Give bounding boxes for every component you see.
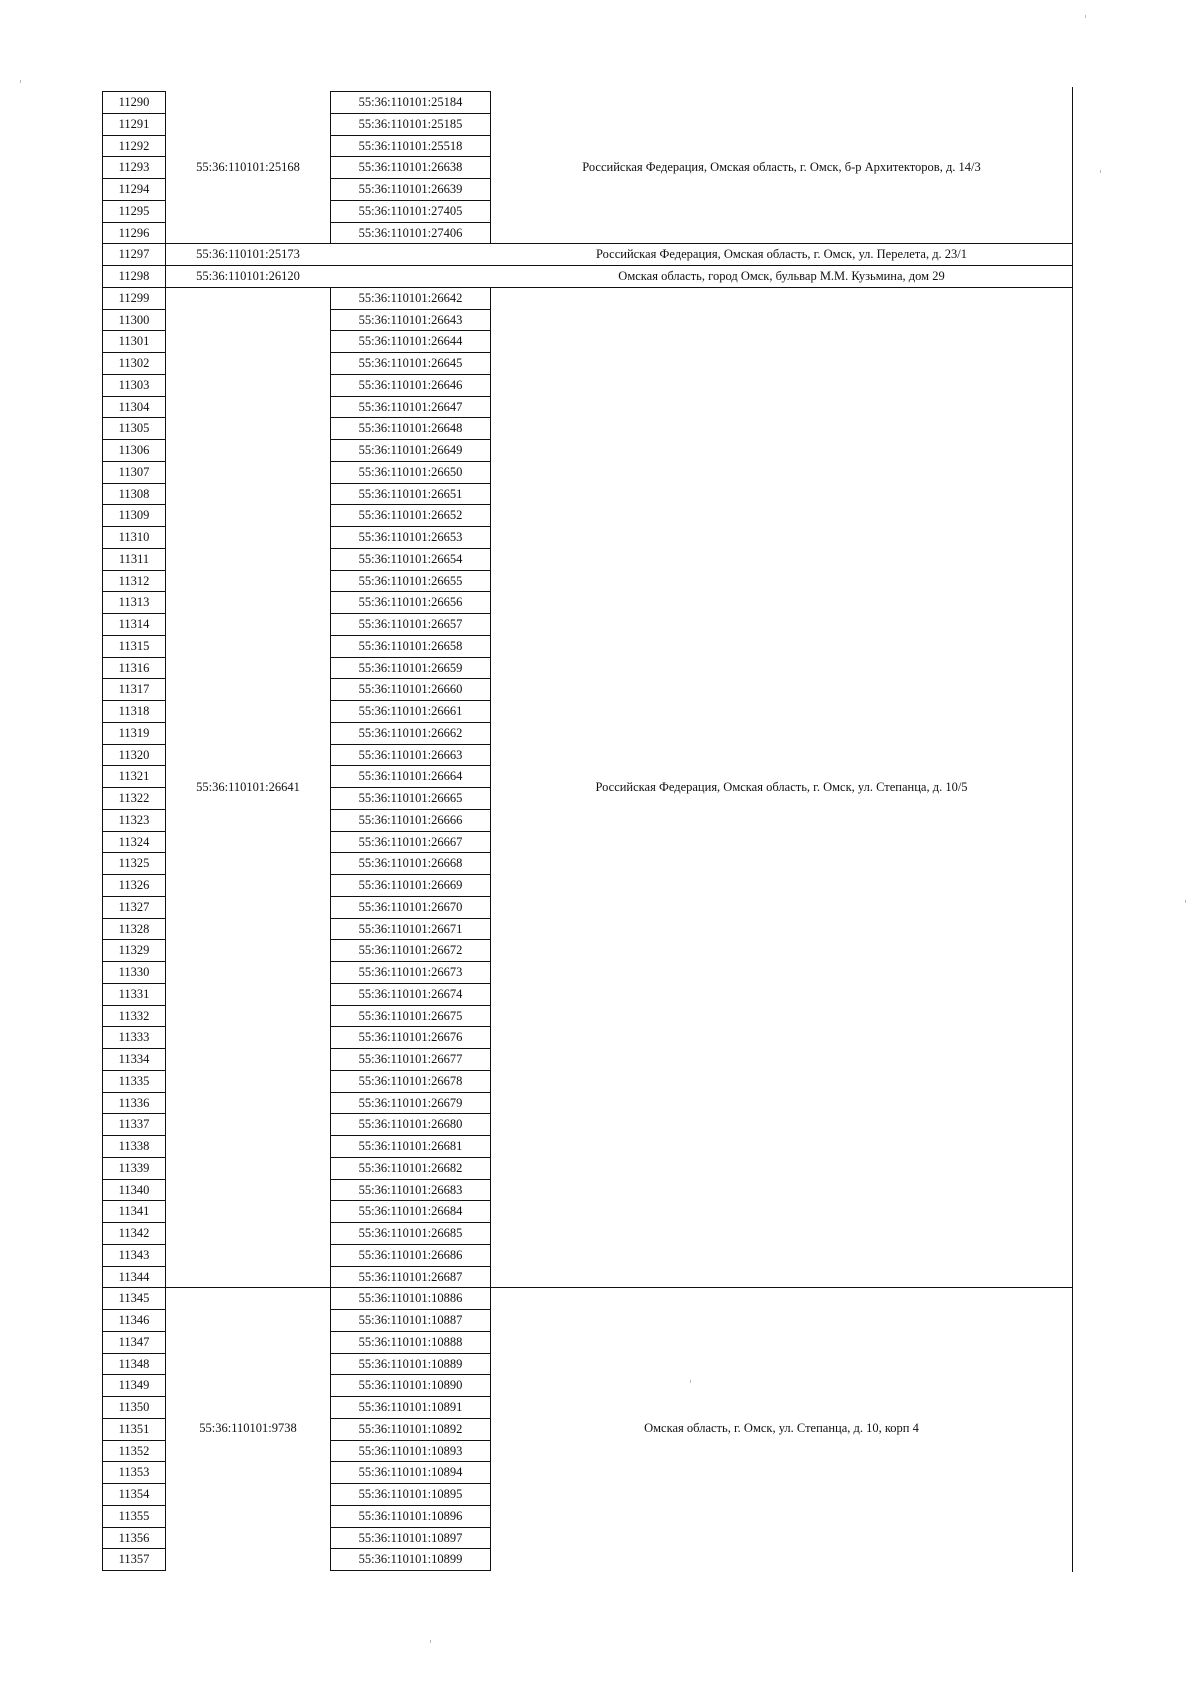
row-number: 11310 xyxy=(102,526,166,549)
parent-cadastral-number: 55:36:110101:26120 xyxy=(196,268,300,283)
cadastral-number: 55:36:110101:26685 xyxy=(330,1222,491,1245)
cadastral-number: 55:36:110101:26655 xyxy=(330,570,491,593)
cadastral-number: 55:36:110101:26656 xyxy=(330,591,491,614)
cadastral-number: 55:36:110101:26659 xyxy=(330,657,491,680)
cadastral-number: 55:36:110101:26680 xyxy=(330,1113,491,1136)
table-right-border xyxy=(1072,87,1073,1572)
scan-speck xyxy=(1100,170,1101,173)
row-number: 11348 xyxy=(102,1353,166,1376)
row-number: 11304 xyxy=(102,396,166,419)
cadastral-number: 55:36:110101:27406 xyxy=(330,222,491,245)
row-number: 11291 xyxy=(102,113,166,136)
cadastral-number: 55:36:110101:26687 xyxy=(330,1266,491,1289)
address-text: Омская область, город Омск, бульвар М.М. Кузьмина, дом 29 xyxy=(618,268,945,283)
cadastral-number: 55:36:110101:26646 xyxy=(330,374,491,397)
row-number: 11321 xyxy=(102,765,166,788)
cadastral-number: 55:36:110101:10893 xyxy=(330,1440,491,1463)
row-number: 11336 xyxy=(102,1092,166,1115)
cadastral-number: 55:36:110101:26665 xyxy=(330,787,491,810)
scan-speck xyxy=(690,1380,691,1383)
cadastral-number: 55:36:110101:26654 xyxy=(330,548,491,571)
table-rule xyxy=(166,265,1072,266)
row-number: 11334 xyxy=(102,1048,166,1071)
cadastral-number: 55:36:110101:26663 xyxy=(330,744,491,767)
scan-speck xyxy=(1085,15,1086,18)
cadastral-number: 55:36:110101:10896 xyxy=(330,1505,491,1528)
parent-cadastral-number: 55:36:110101:9738 xyxy=(199,1421,297,1436)
address-text: Российская Федерация, Омская область, г. Омск, б-р Архитекторов, д. 14/3 xyxy=(582,159,981,174)
row-number: 11354 xyxy=(102,1483,166,1506)
cadastral-number: 55:36:110101:26657 xyxy=(330,613,491,636)
row-number: 11357 xyxy=(102,1548,166,1571)
row-number: 11311 xyxy=(102,548,166,571)
row-number: 11309 xyxy=(102,504,166,527)
row-number: 11317 xyxy=(102,678,166,701)
cadastral-number: 55:36:110101:10895 xyxy=(330,1483,491,1506)
parent-cadastral-number: 55:36:110101:25173 xyxy=(196,246,300,261)
row-number: 11290 xyxy=(102,91,166,114)
cadastral-number: 55:36:110101:26660 xyxy=(330,678,491,701)
scan-speck xyxy=(1185,900,1186,903)
row-number: 11324 xyxy=(102,831,166,854)
cadastral-number: 55:36:110101:26671 xyxy=(330,918,491,941)
row-number: 11326 xyxy=(102,874,166,897)
row-number: 11323 xyxy=(102,809,166,832)
table-rule xyxy=(166,243,1072,244)
row-number: 11339 xyxy=(102,1157,166,1180)
cadastral-number: 55:36:110101:26674 xyxy=(330,983,491,1006)
row-number: 11355 xyxy=(102,1505,166,1528)
row-number: 11330 xyxy=(102,961,166,984)
cadastral-number: 55:36:110101:26676 xyxy=(330,1026,491,1049)
cadastral-number: 55:36:110101:27405 xyxy=(330,200,491,223)
row-number: 11343 xyxy=(102,1244,166,1267)
row-number: 11298 xyxy=(102,265,166,288)
cadastral-number: 55:36:110101:26686 xyxy=(330,1244,491,1267)
row-number: 11293 xyxy=(102,156,166,179)
cadastral-number: 55:36:110101:26653 xyxy=(330,526,491,549)
cadastral-number: 55:36:110101:26648 xyxy=(330,417,491,440)
cadastral-number: 55:36:110101:26684 xyxy=(330,1200,491,1223)
cadastral-number: 55:36:110101:26650 xyxy=(330,461,491,484)
row-number: 11295 xyxy=(102,200,166,223)
row-number: 11306 xyxy=(102,439,166,462)
row-number: 11305 xyxy=(102,417,166,440)
row-number: 11292 xyxy=(102,135,166,158)
cadastral-number: 55:36:110101:26672 xyxy=(330,939,491,962)
parent-cadastral-number: 55:36:110101:25168 xyxy=(196,159,300,174)
row-number: 11356 xyxy=(102,1527,166,1550)
row-number: 11349 xyxy=(102,1374,166,1397)
row-number: 11344 xyxy=(102,1266,166,1289)
cadastral-number: 55:36:110101:25185 xyxy=(330,113,491,136)
row-number: 11331 xyxy=(102,983,166,1006)
cadastral-number: 55:36:110101:25518 xyxy=(330,135,491,158)
row-number: 11347 xyxy=(102,1331,166,1354)
row-number: 11299 xyxy=(102,287,166,310)
row-number: 11300 xyxy=(102,309,166,332)
row-number: 11312 xyxy=(102,570,166,593)
row-number: 11302 xyxy=(102,352,166,375)
row-number: 11307 xyxy=(102,461,166,484)
cadastral-number: 55:36:110101:26675 xyxy=(330,1005,491,1028)
row-number: 11318 xyxy=(102,700,166,723)
row-number: 11332 xyxy=(102,1005,166,1028)
row-number: 11340 xyxy=(102,1179,166,1202)
row-number: 11296 xyxy=(102,222,166,245)
cadastral-number: 55:36:110101:26669 xyxy=(330,874,491,897)
row-number: 11303 xyxy=(102,374,166,397)
row-number: 11342 xyxy=(102,1222,166,1245)
cadastral-number: 55:36:110101:26661 xyxy=(330,700,491,723)
row-number: 11345 xyxy=(102,1287,166,1310)
cadastral-number: 55:36:110101:10887 xyxy=(330,1309,491,1332)
cadastral-number: 55:36:110101:25184 xyxy=(330,91,491,114)
row-number: 11352 xyxy=(102,1440,166,1463)
cadastral-number: 55:36:110101:10888 xyxy=(330,1331,491,1354)
cadastral-number: 55:36:110101:26668 xyxy=(330,852,491,875)
cadastral-number: 55:36:110101:10890 xyxy=(330,1374,491,1397)
row-number: 11327 xyxy=(102,896,166,919)
cadastral-number: 55:36:110101:26642 xyxy=(330,287,491,310)
row-number: 11353 xyxy=(102,1461,166,1484)
cadastral-number: 55:36:110101:26639 xyxy=(330,178,491,201)
parent-cadastral-number: 55:36:110101:26641 xyxy=(196,779,300,794)
cadastral-number: 55:36:110101:26679 xyxy=(330,1092,491,1115)
cadastral-number: 55:36:110101:10891 xyxy=(330,1396,491,1419)
cadastral-number: 55:36:110101:10894 xyxy=(330,1461,491,1484)
cadastral-number: 55:36:110101:26666 xyxy=(330,809,491,832)
address-text: Омская область, г. Омск, ул. Степанца, д. 10, корп 4 xyxy=(644,1421,919,1436)
cadastral-number: 55:36:110101:10886 xyxy=(330,1287,491,1310)
cadastral-number: 55:36:110101:10892 xyxy=(330,1418,491,1441)
cadastral-number: 55:36:110101:10899 xyxy=(330,1548,491,1571)
table-rule xyxy=(166,1287,1072,1288)
row-number: 11301 xyxy=(102,330,166,353)
row-number: 11314 xyxy=(102,613,166,636)
cadastral-number: 55:36:110101:26652 xyxy=(330,504,491,527)
cadastral-number: 55:36:110101:26645 xyxy=(330,352,491,375)
row-number: 11335 xyxy=(102,1070,166,1093)
row-number: 11346 xyxy=(102,1309,166,1332)
cadastral-number: 55:36:110101:26683 xyxy=(330,1179,491,1202)
scan-speck xyxy=(430,1640,431,1643)
cadastral-number: 55:36:110101:26644 xyxy=(330,330,491,353)
row-number: 11338 xyxy=(102,1135,166,1158)
row-number: 11337 xyxy=(102,1113,166,1136)
row-number: 11294 xyxy=(102,178,166,201)
cadastral-number: 55:36:110101:10897 xyxy=(330,1527,491,1550)
row-number: 11313 xyxy=(102,591,166,614)
cadastral-number: 55:36:110101:26670 xyxy=(330,896,491,919)
cadastral-number: 55:36:110101:26651 xyxy=(330,483,491,506)
row-number: 11351 xyxy=(102,1418,166,1441)
row-number: 11329 xyxy=(102,939,166,962)
cadastral-number: 55:36:110101:26658 xyxy=(330,635,491,658)
cadastral-number: 55:36:110101:10889 xyxy=(330,1353,491,1376)
row-number: 11341 xyxy=(102,1200,166,1223)
table-rule xyxy=(166,287,1072,288)
address-text: Российская Федерация, Омская область, г. Омск, ул. Степанца, д. 10/5 xyxy=(595,779,968,794)
cadastral-number: 55:36:110101:26677 xyxy=(330,1048,491,1071)
row-number: 11308 xyxy=(102,483,166,506)
row-number: 11325 xyxy=(102,852,166,875)
row-number: 11315 xyxy=(102,635,166,658)
cadastral-number: 55:36:110101:26682 xyxy=(330,1157,491,1180)
row-number: 11320 xyxy=(102,744,166,767)
cadastral-number: 55:36:110101:26673 xyxy=(330,961,491,984)
scan-speck xyxy=(20,80,21,83)
cadastral-number: 55:36:110101:26681 xyxy=(330,1135,491,1158)
row-number: 11322 xyxy=(102,787,166,810)
cadastral-number: 55:36:110101:26647 xyxy=(330,396,491,419)
cadastral-number: 55:36:110101:26662 xyxy=(330,722,491,745)
address-text: Российская Федерация, Омская область, г. Омск, ул. Перелета, д. 23/1 xyxy=(595,246,968,261)
row-number: 11319 xyxy=(102,722,166,745)
cadastral-number: 55:36:110101:26667 xyxy=(330,831,491,854)
cadastral-number: 55:36:110101:26664 xyxy=(330,765,491,788)
row-number: 11333 xyxy=(102,1026,166,1049)
cadastral-number: 55:36:110101:26643 xyxy=(330,309,491,332)
row-number: 11328 xyxy=(102,918,166,941)
row-number: 11316 xyxy=(102,657,166,680)
row-number: 11297 xyxy=(102,243,166,266)
cadastral-number: 55:36:110101:26638 xyxy=(330,156,491,179)
row-number: 11350 xyxy=(102,1396,166,1419)
cadastral-number: 55:36:110101:26678 xyxy=(330,1070,491,1093)
cadastral-number: 55:36:110101:26649 xyxy=(330,439,491,462)
